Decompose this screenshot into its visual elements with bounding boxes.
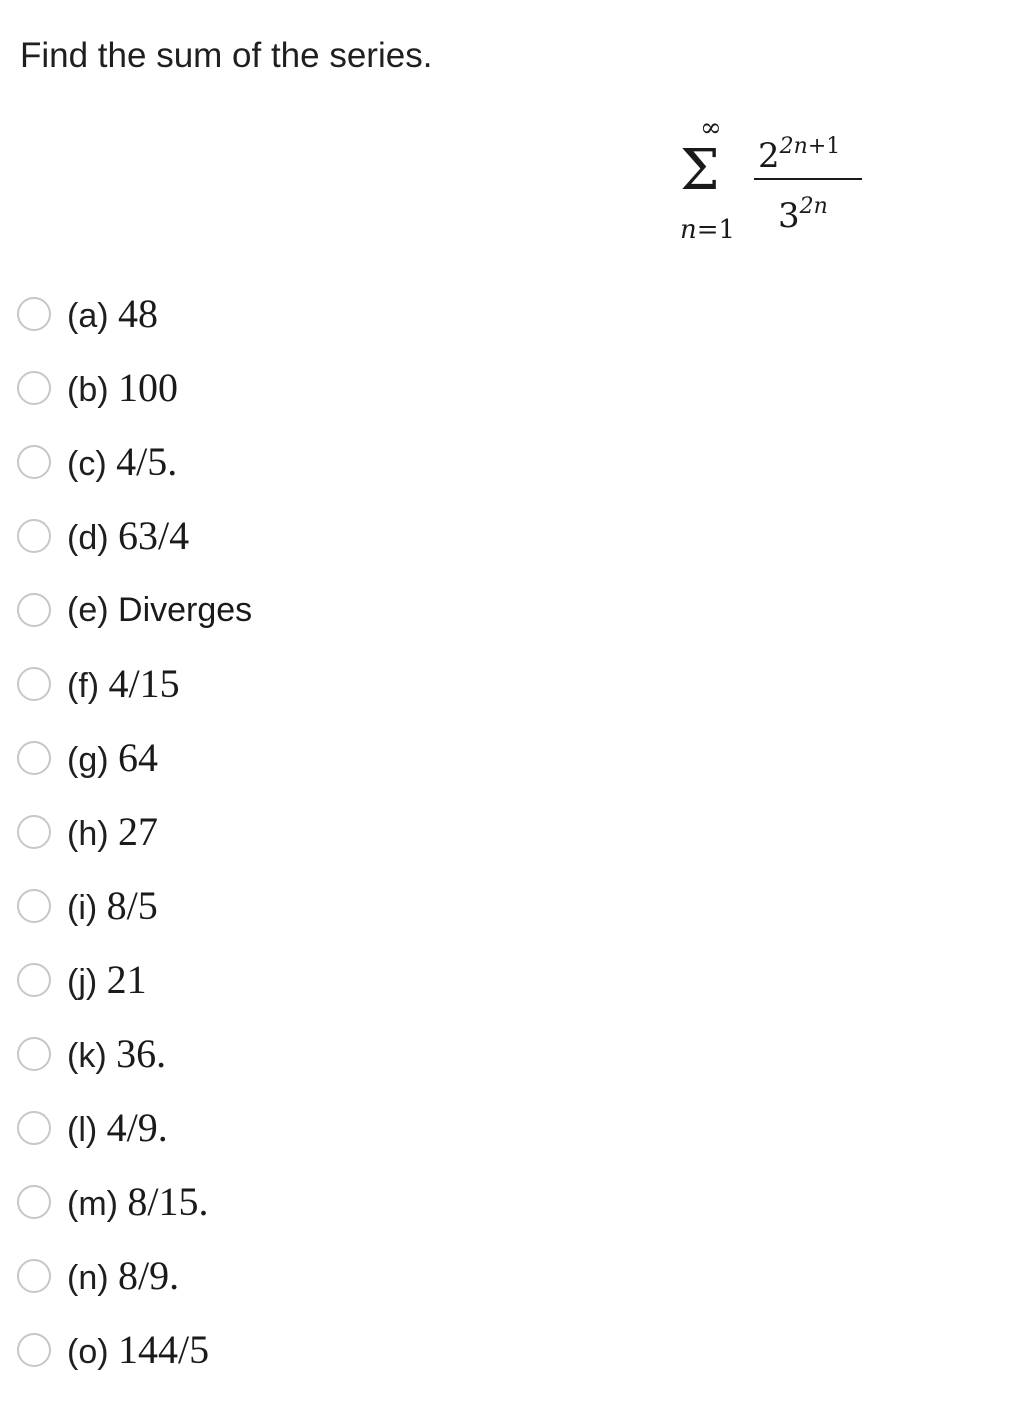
answer-option-d[interactable] <box>0 502 600 576</box>
radio-button[interactable] <box>17 297 51 331</box>
radio-button[interactable] <box>17 815 51 849</box>
radio-button[interactable] <box>17 1037 51 1071</box>
radio-button[interactable] <box>17 1111 51 1145</box>
sum-upper-limit: ∞ <box>700 113 722 143</box>
radio-button[interactable] <box>17 963 51 997</box>
answer-option-k[interactable] <box>0 1020 600 1094</box>
lower-limit-eq: =1 <box>696 215 736 245</box>
answer-option-h[interactable] <box>0 798 600 872</box>
option-value: 48 <box>118 291 159 336</box>
radio-button[interactable] <box>17 667 51 701</box>
sum-lower-limit <box>680 215 735 245</box>
option-value: 36. <box>116 1031 167 1076</box>
option-letter: (c) <box>67 445 107 483</box>
option-letter: (e) <box>67 591 109 629</box>
option-value: 27 <box>118 809 159 854</box>
lower-limit-var: n <box>680 215 697 245</box>
option-value: 100 <box>118 365 179 410</box>
option-label <box>67 1106 168 1152</box>
option-letter: (b) <box>67 371 109 409</box>
radio-button[interactable] <box>17 1333 51 1367</box>
option-value: 64 <box>118 735 159 780</box>
option-label <box>67 1032 166 1078</box>
answer-option-e[interactable] <box>0 576 600 650</box>
option-label <box>67 1254 179 1300</box>
option-label <box>67 958 147 1004</box>
radio-button[interactable] <box>17 519 51 553</box>
option-value: 4/5. <box>116 439 178 484</box>
answer-option-j[interactable] <box>0 946 600 1020</box>
option-label <box>67 736 158 782</box>
option-value: 4/9. <box>106 1105 168 1150</box>
answer-option-f[interactable] <box>0 650 600 724</box>
numerator-exp-rest: +1 <box>807 134 841 159</box>
fraction-numerator <box>758 127 840 176</box>
answer-option-g[interactable] <box>0 724 600 798</box>
option-letter: (g) <box>67 741 109 779</box>
option-letter: (a) <box>67 297 109 335</box>
option-letter: (i) <box>67 889 98 927</box>
radio-button[interactable] <box>17 1259 51 1293</box>
answer-option-b[interactable] <box>0 354 600 428</box>
option-value: 21 <box>106 957 147 1002</box>
numerator-base: 2 <box>758 136 780 176</box>
option-letter: (d) <box>67 519 109 557</box>
denominator-exponent: 2n <box>799 194 828 219</box>
numerator-exponent <box>780 134 841 159</box>
option-value: 63/4 <box>118 513 190 558</box>
answer-option-i[interactable] <box>0 872 600 946</box>
radio-button[interactable] <box>17 593 51 627</box>
question-text: Find the sum of the series. <box>20 36 433 75</box>
fraction-denominator <box>778 187 828 236</box>
option-letter: (k) <box>67 1037 107 1075</box>
answer-option-c[interactable] <box>0 428 600 502</box>
option-label <box>67 1180 209 1226</box>
option-letter: (n) <box>67 1259 109 1297</box>
radio-button[interactable] <box>17 371 51 405</box>
fraction-bar <box>754 178 862 180</box>
option-label <box>67 366 178 412</box>
answer-option-a[interactable] <box>0 280 600 354</box>
option-label <box>67 884 158 930</box>
radio-button[interactable] <box>17 445 51 479</box>
option-letter: (j) <box>67 963 98 1001</box>
option-letter: (m) <box>67 1185 118 1223</box>
option-value: 4/15 <box>108 661 180 706</box>
option-letter: (f) <box>67 667 100 705</box>
option-letter: (l) <box>67 1111 98 1149</box>
numerator-exp-var: 2n <box>779 134 808 159</box>
answer-option-n[interactable] <box>0 1242 600 1316</box>
option-value: 8/5 <box>106 883 158 928</box>
option-value: 144/5 <box>118 1327 210 1372</box>
series-formula <box>672 115 872 250</box>
answer-option-l[interactable] <box>0 1094 600 1168</box>
option-label <box>67 588 252 632</box>
denominator-base: 3 <box>778 196 800 236</box>
option-label <box>67 810 158 856</box>
sigma-symbol: Σ <box>680 138 720 203</box>
radio-button[interactable] <box>17 741 51 775</box>
option-label <box>67 1328 209 1374</box>
option-label <box>67 440 177 486</box>
option-label <box>67 662 180 708</box>
radio-button[interactable] <box>17 1185 51 1219</box>
option-letter: (h) <box>67 815 109 853</box>
option-label <box>67 514 189 560</box>
answer-option-m[interactable] <box>0 1168 600 1242</box>
option-value: 8/15. <box>127 1179 209 1224</box>
option-value: Diverges <box>118 591 253 629</box>
option-label <box>67 292 158 338</box>
option-letter: (o) <box>67 1333 109 1371</box>
option-value: 8/9. <box>118 1253 180 1298</box>
answer-option-o[interactable] <box>0 1316 600 1390</box>
radio-button[interactable] <box>17 889 51 923</box>
